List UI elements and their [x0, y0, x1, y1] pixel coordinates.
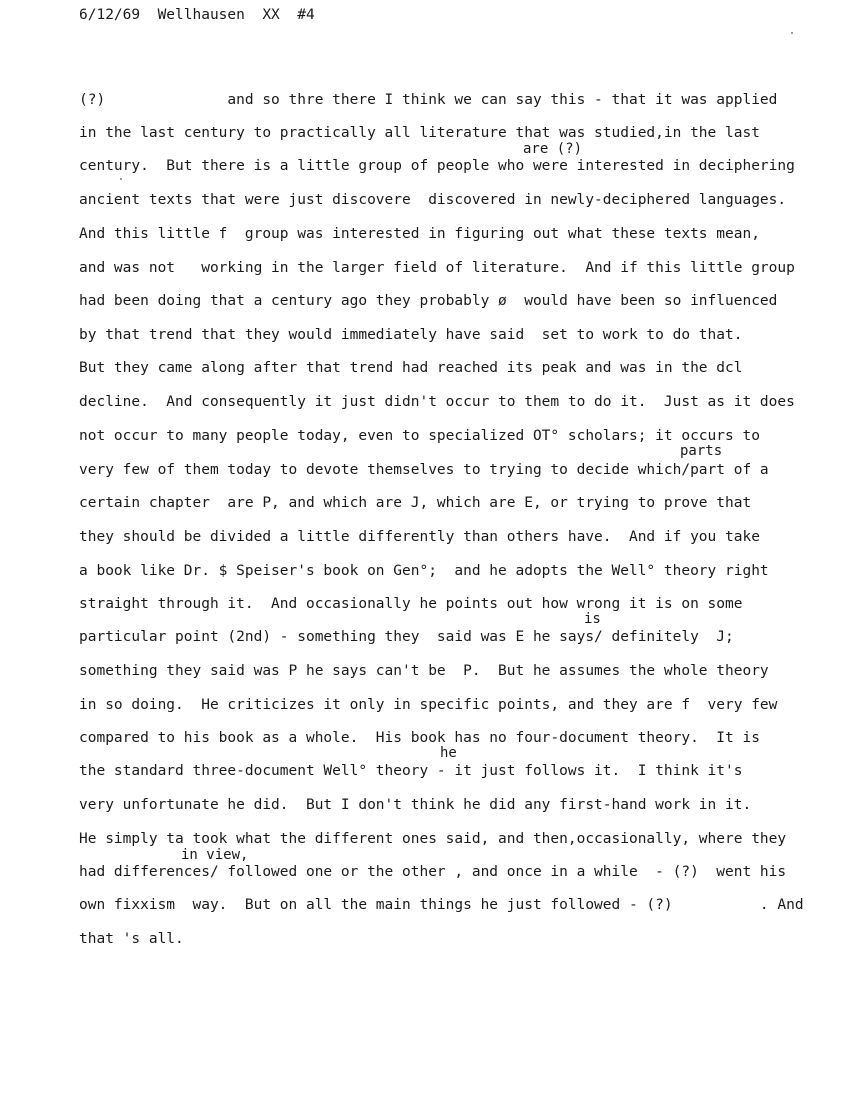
text-line: and was not working in the larger field of literature. And if this little group: [79, 260, 795, 276]
text-line: had been doing that a century ago they probably ø would have been so influenced: [79, 293, 778, 309]
text-line: decline. And consequently it just didn't occur to them to do it. Just as it does: [79, 394, 795, 410]
text-line: something they said was P he says can't be P. But he assumes the whole theory: [79, 663, 769, 679]
text-line: straight through it. And occasionally he points out how wrong it is on some: [79, 596, 743, 612]
page-speck: [120, 178, 122, 180]
text-line: they should be divided a little differently than others have. And if you take: [79, 529, 760, 545]
interlinear-insert: are (?): [523, 141, 583, 157]
text-line: the standard three-document Well° theory - it just follows it. I think it's: [79, 763, 743, 779]
text-line: compared to his book as a whole. His book has no four-document theory. It is: [79, 730, 760, 746]
text-line: not occur to many people today, even to specialized OT° scholars; it occurs to: [79, 428, 760, 444]
interlinear-insert: parts: [680, 443, 723, 459]
text-line: He simply ta took what the different ones said, and then,occasionally, where they: [79, 831, 787, 847]
text-line: (?) and so thre there I think we can say this - that it was applied: [79, 92, 778, 108]
text-line: But they came along after that trend had reached its peak and was in the dcl: [79, 360, 743, 376]
text-line: particular point (2nd) - something they said was E he says/ definitely J;: [79, 629, 734, 645]
text-line: had differences/ followed one or the other , and once in a while - (?) went his: [79, 864, 787, 880]
text-line: ancient texts that were just discovere discovered in newly-deciphered languages.: [79, 192, 787, 208]
text-line: that 's all.: [79, 931, 184, 947]
text-line: century. But there is a little group of people who were interested in deciphering: [79, 158, 795, 174]
page-header: 6/12/69 Wellhausen XX #4: [79, 7, 315, 23]
text-line: And this little f group was interested in figuring out what these texts mean,: [79, 226, 760, 242]
text-line: in so doing. He criticizes it only in specific points, and they are f very few: [79, 697, 778, 713]
text-line: certain chapter are P, and which are J, which are E, or trying to prove that: [79, 495, 752, 511]
text-line: by that trend that they would immediately have said set to work to do that.: [79, 327, 743, 343]
text-line: very few of them today to devote themselves to trying to decide which/part of a: [79, 462, 769, 478]
text-line: a book like Dr. $ Speiser's book on Gen°; and he adopts the Well° theory right: [79, 563, 769, 579]
page-speck: [791, 32, 793, 34]
text-line: in the last century to practically all literature that was studied,in the last: [79, 125, 760, 141]
interlinear-insert: he: [440, 745, 457, 761]
interlinear-insert: in view,: [181, 847, 249, 863]
interlinear-insert: is: [584, 611, 601, 627]
text-line: very unfortunate he did. But I don't think he did any first-hand work in it.: [79, 797, 752, 813]
text-line: own fixxism way. But on all the main things he just followed - (?) . And: [79, 897, 804, 913]
